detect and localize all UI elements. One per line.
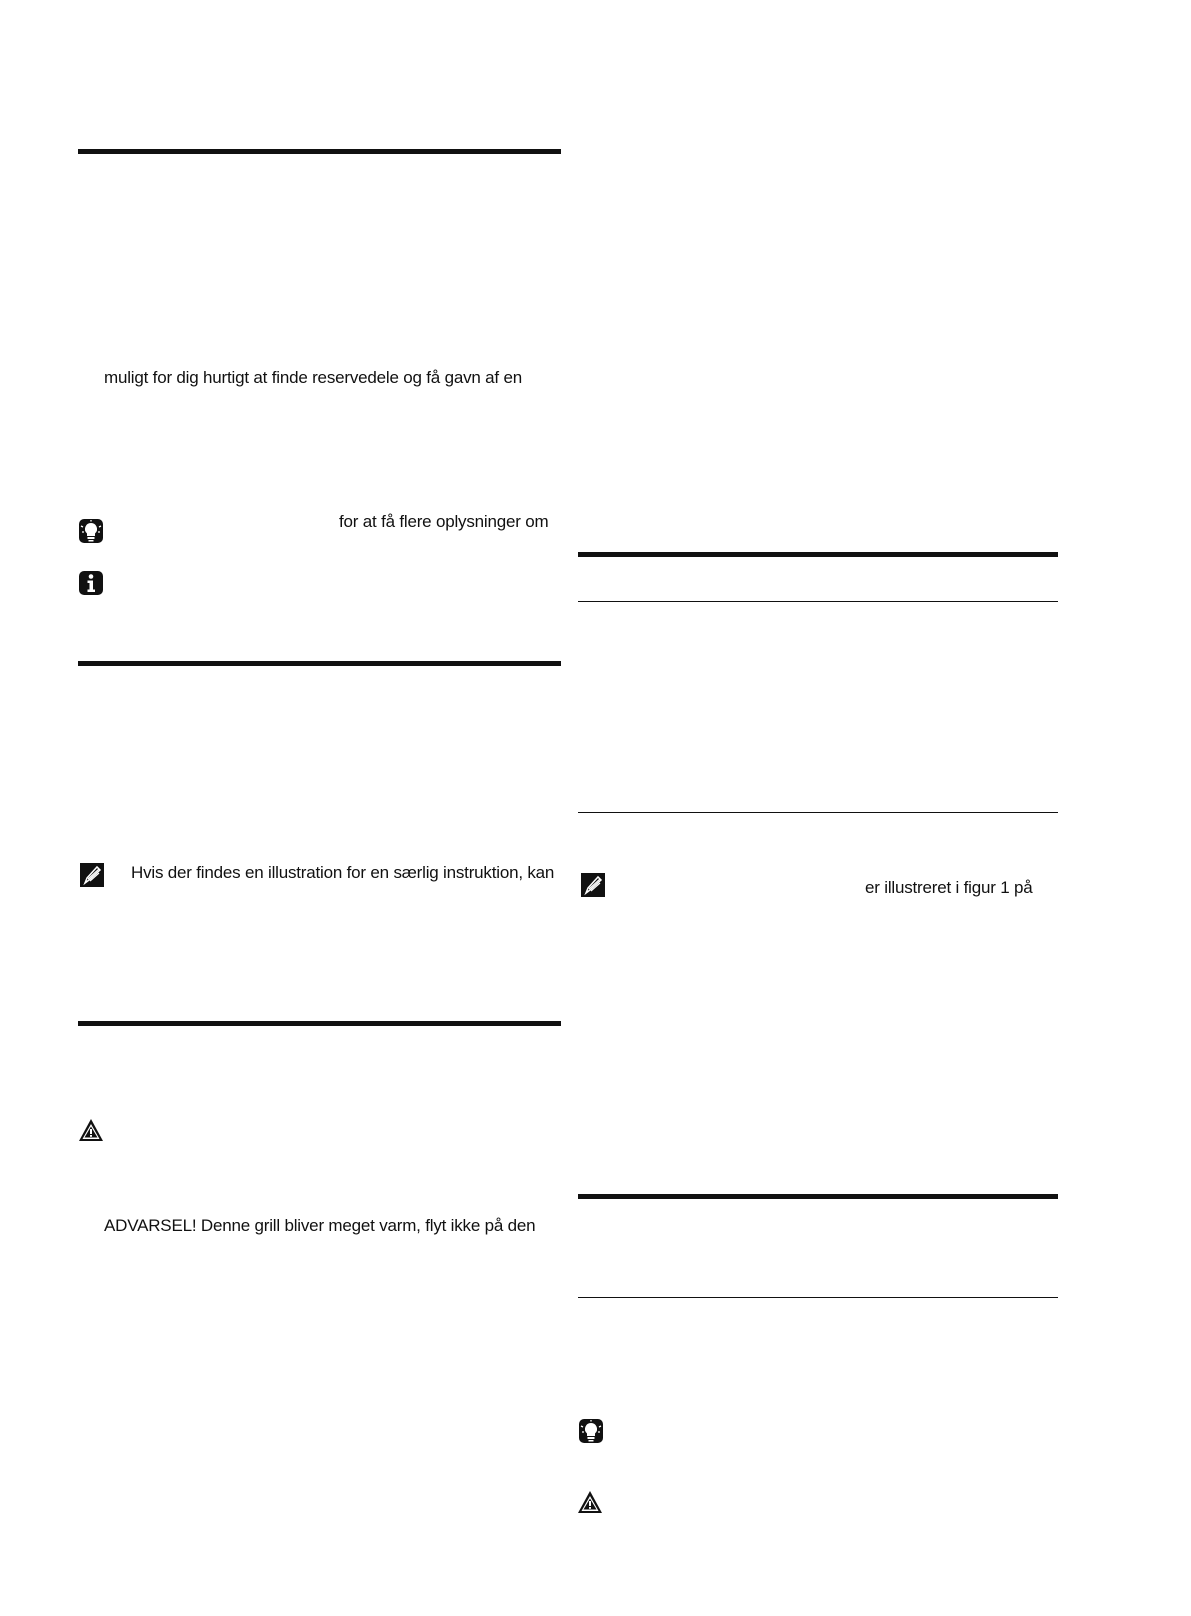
table-rule-1 [578, 601, 1058, 602]
lightbulb-icon [78, 518, 104, 544]
section-rule-5 [578, 1194, 1058, 1199]
section-rule-3 [78, 1021, 561, 1026]
warning-text: ADVARSEL! Denne grill bliver meget varm, flyt ikke på den [104, 1216, 536, 1235]
tip-text: for at få flere oplysninger om [339, 512, 549, 531]
section-rule-4 [578, 552, 1058, 557]
info-icon [78, 570, 104, 596]
warning-triangle-icon [577, 1489, 603, 1515]
table-rule-2 [578, 812, 1058, 813]
intro-text: muligt for dig hurtigt at finde reservedele og få gavn af en [104, 368, 522, 387]
section-rule-2 [78, 661, 561, 666]
pencil-note-icon [580, 872, 606, 898]
lightbulb-icon [578, 1418, 604, 1444]
table-rule-3 [578, 1297, 1058, 1298]
section-rule-1 [78, 149, 561, 154]
note-text: Hvis der findes en illustration for en særlig instruktion, kan [131, 863, 555, 882]
warning-triangle-icon [78, 1117, 104, 1143]
pencil-note-icon [79, 862, 105, 888]
right-note-text: er illustreret i figur 1 på [865, 878, 1033, 897]
